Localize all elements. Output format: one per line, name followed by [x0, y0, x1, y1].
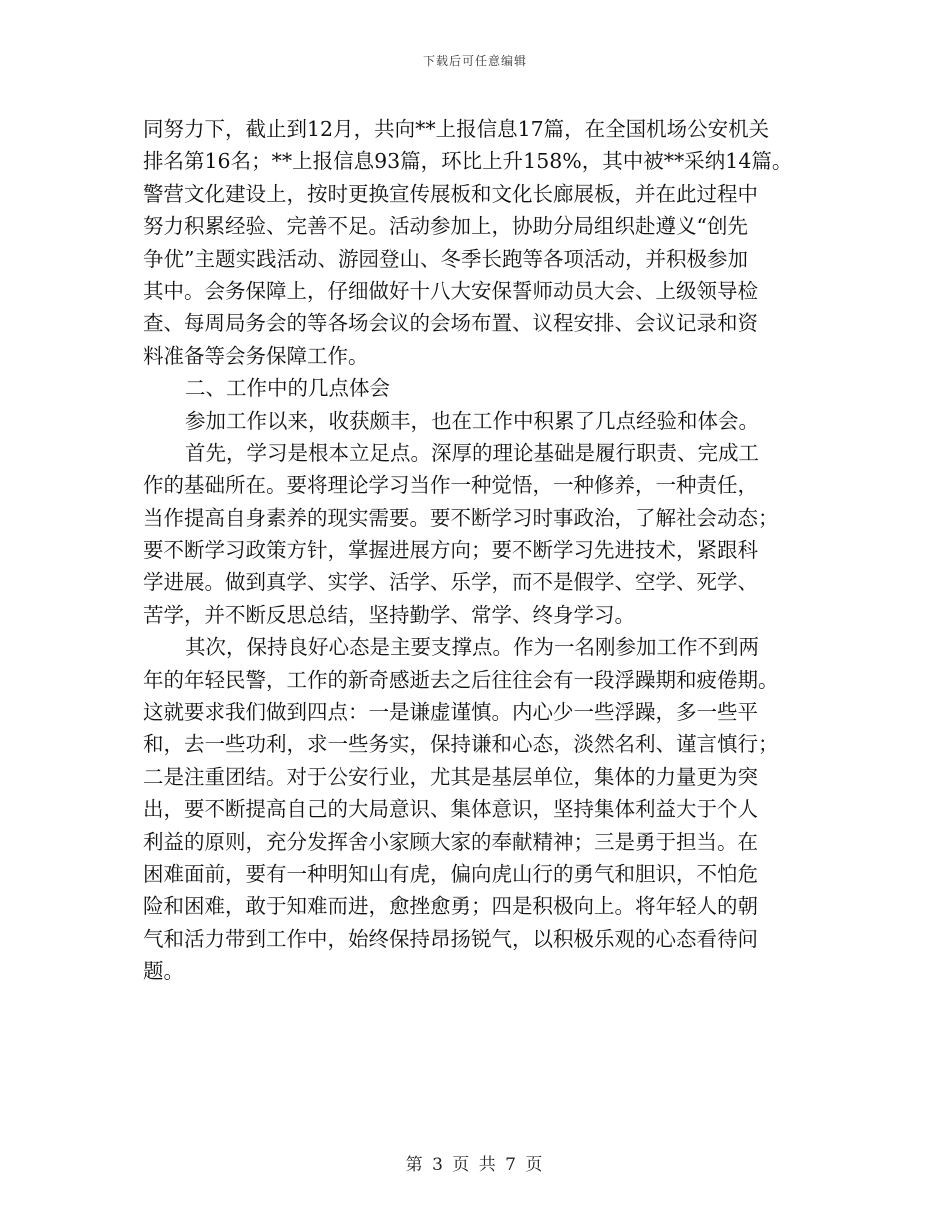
- text-line: 同努力下，截止到12月，共向**上报信息17篇，在全国机场公安机关: [143, 117, 770, 141]
- text-line: 努力积累经验、完善不足。活动参加上，协助分局组织赴遵义“创先: [143, 214, 748, 239]
- text-line: 二、工作中的几点体会: [185, 376, 390, 401]
- text-line: 作的基础所在。要将理论学习当作一种觉悟，一种修养，一种责任，: [143, 473, 758, 498]
- text-line: 二是注重团结。对于公安行业，尤其是基层单位，集体的力量更为突: [143, 764, 758, 789]
- page-header: 下载后可任意编辑: [422, 54, 527, 68]
- text-line: 苦学，并不断反思总结，坚持勤学、常学、终身学习。: [143, 602, 635, 627]
- text-line: 参加工作以来，收获颇丰，也在工作中积累了几点经验和体会。: [185, 408, 759, 433]
- text-line: 题。: [143, 959, 184, 984]
- text-line: 争优”主题实践活动、游园登山、冬季长跑等各项活动，并积极参加: [143, 246, 748, 271]
- text-line: 料准备等会务保障工作。: [143, 343, 369, 368]
- text-line: 其中。会务保障上，仔细做好十八大安保誓师动员大会、上级领导检: [143, 278, 758, 303]
- text-line: 险和困难，敢于知难而进，愈挫愈勇；四是积极向上。将年轻人的朝: [143, 894, 758, 919]
- text-line: 和，去一些功利，求一些务实，保持谦和心态，淡然名利、谨言慎行；: [143, 732, 779, 757]
- text-line: 学进展。做到真学、实学、活学、乐学，而不是假学、空学、死学、: [143, 570, 758, 595]
- text-line: 要不断学习政策方针，掌握进展方向；要不断学习先进技术，紧跟科: [143, 538, 758, 563]
- text-line: 当作提高自身素养的现实需要。要不断学习时事政治，了解社会动态；: [143, 505, 779, 530]
- text-line: 利益的原则，充分发挥舍小家顾大家的奉献精神；三是勇于担当。在: [143, 829, 758, 854]
- text-line: 首先，学习是根本立足点。深厚的理论基础是履行职责、完成工: [185, 440, 759, 465]
- text-line: 查、每周局务会的等各场会议的会场布置、议程安排、会议记录和资: [143, 311, 758, 336]
- text-line: 其次，保持良好心态是主要支撑点。作为一名刚参加工作不到两: [185, 635, 759, 660]
- page-number-footer: 第 3 页 共 7 页: [405, 1155, 545, 1175]
- text-line: 困难面前，要有一种明知山有虎，偏向虎山行的勇气和胆识，不怕危: [143, 861, 758, 886]
- text-line: 警营文化建设上，按时更换宣传展板和文化长廊展板，并在此过程中: [143, 181, 758, 206]
- document-body: [143, 113, 823, 988]
- text-line: 年的年轻民警，工作的新奇感逝去之后往往会有一段浮躁期和疲倦期。: [143, 667, 779, 692]
- text-line: 这就要求我们做到四点：一是谦虚谨慎。内心少一些浮躁，多一些平: [143, 700, 758, 725]
- text-line: 出，要不断提高自己的大局意识、集体意识，坚持集体利益大于个人: [143, 797, 758, 822]
- text-line: 气和活力带到工作中，始终保持昂扬锐气，以积极乐观的心态看待问: [143, 926, 758, 951]
- text-line: 排名第16名；**上报信息93篇，环比上升158%，其中被**采纳14篇。: [143, 149, 793, 174]
